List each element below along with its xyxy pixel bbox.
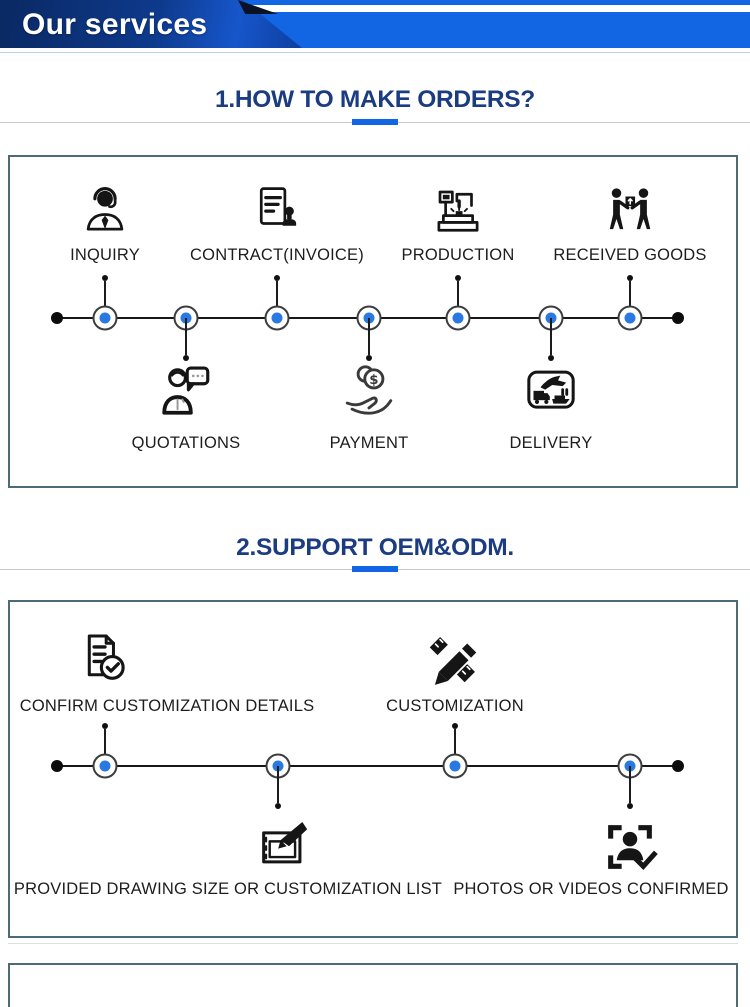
- banner-title: Our services: [22, 8, 208, 41]
- step-label: CONTRACT(INVOICE): [190, 246, 364, 264]
- face-scan-check-icon: [601, 818, 659, 876]
- section1-title: 1.HOW TO MAKE ORDERS?: [215, 86, 535, 113]
- goods-handover-icon: [603, 183, 657, 237]
- next-section-panel-partial: [8, 963, 738, 1007]
- connector-line: [550, 318, 552, 355]
- timeline-end-dot: [672, 312, 684, 324]
- banner-underline: [0, 52, 750, 53]
- connector-dot: [183, 355, 189, 361]
- timeline-line: [57, 765, 678, 767]
- document-check-icon: [76, 630, 134, 688]
- step-label: PHOTOS OR VIDEOS CONFIRMED: [453, 880, 729, 898]
- payment-hand-icon: [340, 362, 398, 420]
- svg-text:$: $: [369, 372, 379, 388]
- step-label: CONFIRM CUSTOMIZATION DETAILS: [19, 697, 315, 715]
- connector-dot: [548, 355, 554, 361]
- timeline-node: [446, 306, 471, 331]
- step-label: PAYMENT: [329, 434, 409, 452]
- contract-stamp-icon: [250, 183, 304, 237]
- drawing-board-icon: [254, 816, 312, 874]
- timeline-end-dot: [51, 312, 63, 324]
- timeline-node: [265, 306, 290, 331]
- panel-shadow-line: [8, 943, 738, 944]
- section1-title-underline: [352, 119, 398, 125]
- production-machine-icon: [431, 183, 485, 237]
- connector-line: [629, 766, 631, 803]
- step-label: DELIVERY: [509, 434, 593, 452]
- timeline-end-dot: [672, 760, 684, 772]
- step-label: QUOTATIONS: [131, 434, 241, 452]
- section2-title: 2.SUPPORT OEM&ODM.: [236, 534, 514, 561]
- connector-line: [277, 766, 279, 803]
- section2-title-underline: [352, 566, 398, 572]
- pencil-ruler-icon: [422, 628, 484, 690]
- timeline-end-dot: [51, 760, 63, 772]
- step-label: CUSTOMIZATION: [386, 697, 524, 715]
- connector-dot: [275, 803, 281, 809]
- step-label: INQUIRY: [70, 246, 140, 264]
- timeline-node: [93, 754, 118, 779]
- support-agent-icon: [78, 183, 132, 237]
- connector-dot: [366, 355, 372, 361]
- delivery-transport-icon: [523, 364, 579, 420]
- timeline-node: [93, 306, 118, 331]
- step-label: PRODUCTION: [401, 246, 515, 264]
- step-label: RECEIVED GOODS: [553, 246, 707, 264]
- connector-line: [368, 318, 370, 355]
- connector-line: [185, 318, 187, 355]
- quotation-chat-icon: [157, 362, 215, 420]
- step-label: PROVIDED DRAWING SIZE OR CUSTOMIZATION LIST: [13, 880, 443, 898]
- timeline-node: [443, 754, 468, 779]
- timeline-node: [618, 306, 643, 331]
- connector-dot: [627, 803, 633, 809]
